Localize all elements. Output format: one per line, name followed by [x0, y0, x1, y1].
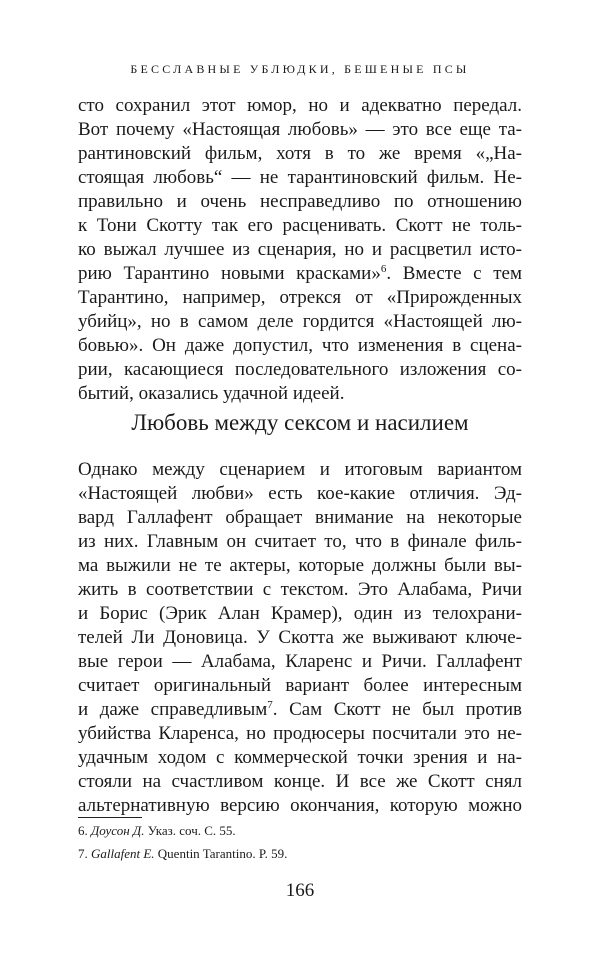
text-segment: рию Тарантино новыми красками»	[78, 263, 381, 284]
text-line: рантиновский фильм, хотя в то же время «„На-	[78, 143, 522, 164]
footnote-mark: 6	[380, 263, 387, 275]
text-line: считает оригинальный вариант более интересным	[78, 675, 522, 696]
text-line: убийц», но в самом деле гордится «Настоящей лю-	[78, 311, 522, 332]
footnote-divider	[78, 817, 142, 818]
text-line: ко выжал лучшее из сценария, но и расцветил исто-	[78, 239, 522, 260]
text-line: жить в соответствии с текстом. Это Алабама, Ричи	[78, 579, 522, 600]
footnote-number: 6.	[78, 823, 88, 838]
footnote	[78, 822, 236, 840]
text-line: бовью». Он даже допустил, что изменения в сцена-	[78, 335, 522, 356]
text-line: рию Тарантино новыми красками»$^6$. Вместе с тем	[78, 263, 522, 284]
page-number: 166	[285, 880, 315, 901]
text-line: «Настоящей любви» есть кое-какие отличия. Эд-	[78, 483, 522, 504]
text-line: к Тони Скотту так его расценивать. Скотт не толь-	[78, 215, 522, 236]
footnote-source: Указ. соч. С. 55.	[147, 823, 236, 838]
paragraph	[78, 458, 522, 818]
text-line: Тарантино, например, отрекся от «Прирожденных	[78, 287, 522, 308]
text-line: удачным ходом с коммерческой точки зрения и на-	[78, 747, 522, 768]
text-line: стояли на счастливом конце. И все же Скотт снял	[78, 771, 522, 792]
text-line: телей Ли Доновица. У Скотта же выживают ключе-	[78, 627, 522, 648]
section-heading: Любовь между сексом и насилием	[131, 410, 469, 435]
text-line: ма выжили не те актеры, которые должны были вы-	[78, 555, 522, 576]
text-line: вые герои — Алабама, Кларенс и Ричи. Галлафент	[78, 651, 522, 672]
footnote-number: 7.	[78, 846, 88, 861]
text-segment: и даже справедливым	[78, 699, 268, 720]
text-line: Вот почему «Настоящая любовь» — это все еще та-	[78, 119, 522, 140]
text-line: из них. Главным он считает то, что в финале филь-	[78, 531, 522, 552]
text-line: рии, касающиеся последовательного изложения со-	[78, 359, 522, 380]
text-line: и даже справедливым$^7$. Сам Скотт не был против	[78, 699, 522, 720]
text-line: Однако между сценарием и итоговым вариантом	[78, 459, 522, 480]
text-line: убийства Кларенса, но продюсеры посчитали это не-	[78, 723, 522, 744]
text-line: сто сохранил этот юмор, но и адекватно передал.	[78, 95, 522, 116]
text-line: вард Галлафент обращает внимание на некоторые	[78, 507, 522, 528]
text-line: альтернативную версию окончания, которую можно	[78, 795, 522, 816]
footnote-author: Gallafent E.	[91, 846, 155, 861]
text-segment: Сам Скотт не был против	[289, 699, 522, 720]
footnote-source: Quentin Tarantino. P. 59.	[157, 846, 288, 861]
text-segment: Вместе с тем	[402, 263, 522, 284]
footnote-author: Доусон Д.	[91, 823, 145, 838]
text-line: правильно и очень несправедливо по отношению	[78, 191, 522, 212]
footnote	[78, 845, 287, 863]
paragraph	[78, 94, 522, 406]
text-line: стоящая любовь“ — не тарантиновский фильм. Не-	[78, 167, 522, 188]
footnote-mark: 7	[267, 699, 273, 711]
text-line: бытий, оказались удачной идеей.	[78, 383, 345, 404]
text-line: и Борис (Эрик Алан Крамер), один из телохрани-	[78, 603, 522, 624]
running-head: БЕССЛАВНЫЕ УБЛЮДКИ, БЕШЕНЫЕ ПСЫ	[130, 62, 470, 76]
